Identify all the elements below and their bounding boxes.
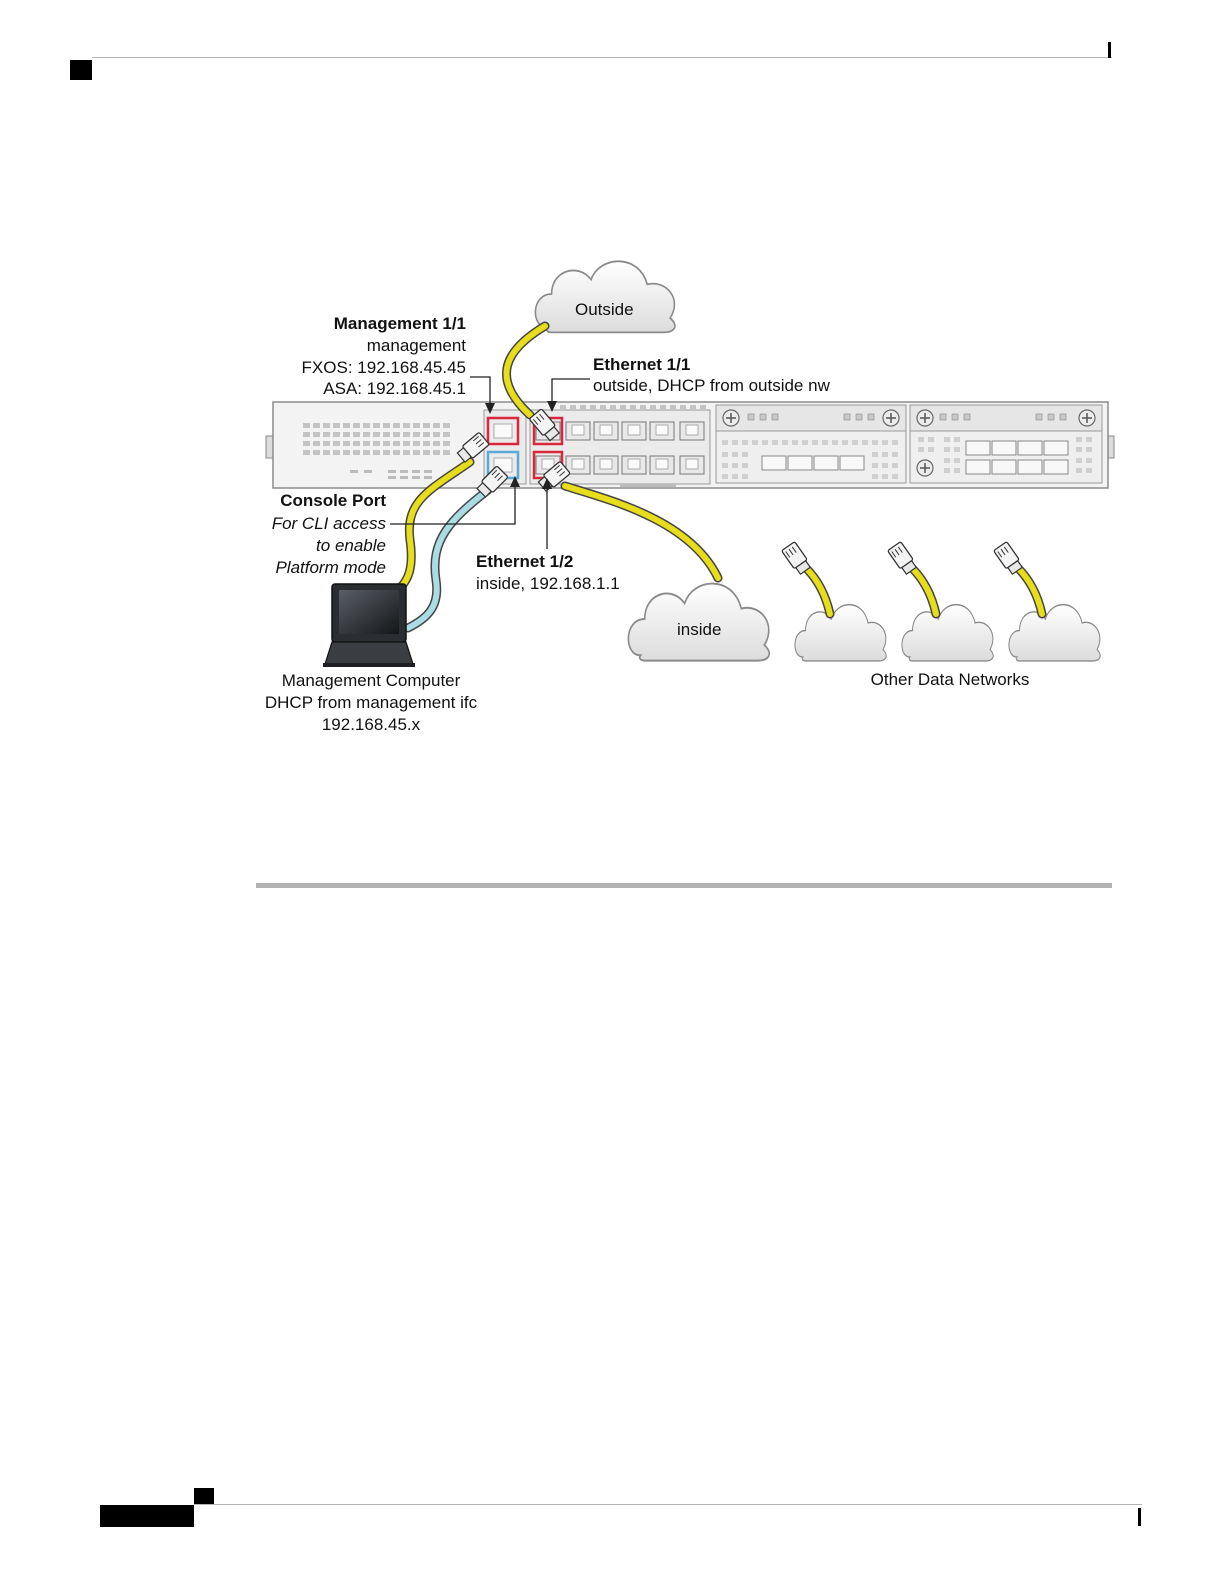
cloud-outside-label: Outside bbox=[575, 300, 634, 319]
footer-right-mark bbox=[1138, 1508, 1141, 1526]
ethernet11-title: Ethernet 1/1 bbox=[593, 355, 691, 374]
cloud-other-1 bbox=[795, 605, 886, 661]
cloud-other-3 bbox=[1009, 605, 1100, 661]
console-line1: For CLI access bbox=[271, 514, 386, 533]
console-title: Console Port bbox=[280, 491, 386, 510]
computer-line2: DHCP from management ifc bbox=[264, 693, 478, 712]
console-line2: to enable bbox=[316, 536, 386, 555]
section-divider bbox=[256, 883, 1112, 888]
cloud-outside bbox=[535, 261, 675, 332]
console-line3: Platform mode bbox=[275, 558, 386, 577]
firewall-chassis bbox=[266, 402, 1114, 488]
cloud-other-2 bbox=[902, 605, 993, 661]
management-line2: FXOS: 192.168.45.45 bbox=[301, 358, 466, 377]
computer-line1: Management Computer bbox=[281, 671, 461, 690]
cloud-inside-label: inside bbox=[677, 620, 722, 639]
management-computer-icon bbox=[323, 584, 415, 667]
ethernet11-line1: outside, DHCP from outside nw bbox=[593, 376, 830, 395]
footer-rule bbox=[194, 1504, 1142, 1505]
ethernet12-line1: inside, 192.168.1.1 bbox=[476, 574, 620, 593]
ethernet12-title: Ethernet 1/2 bbox=[476, 552, 574, 571]
footer-page-block bbox=[100, 1505, 194, 1527]
footer-tab-mark bbox=[194, 1488, 214, 1504]
other-networks-label: Other Data Networks bbox=[870, 670, 1030, 689]
management-title: Management 1/1 bbox=[333, 314, 466, 333]
management-line3: ASA: 192.168.45.1 bbox=[323, 379, 466, 398]
computer-line3: 192.168.45.x bbox=[321, 715, 421, 734]
management-line1: management bbox=[366, 336, 466, 355]
